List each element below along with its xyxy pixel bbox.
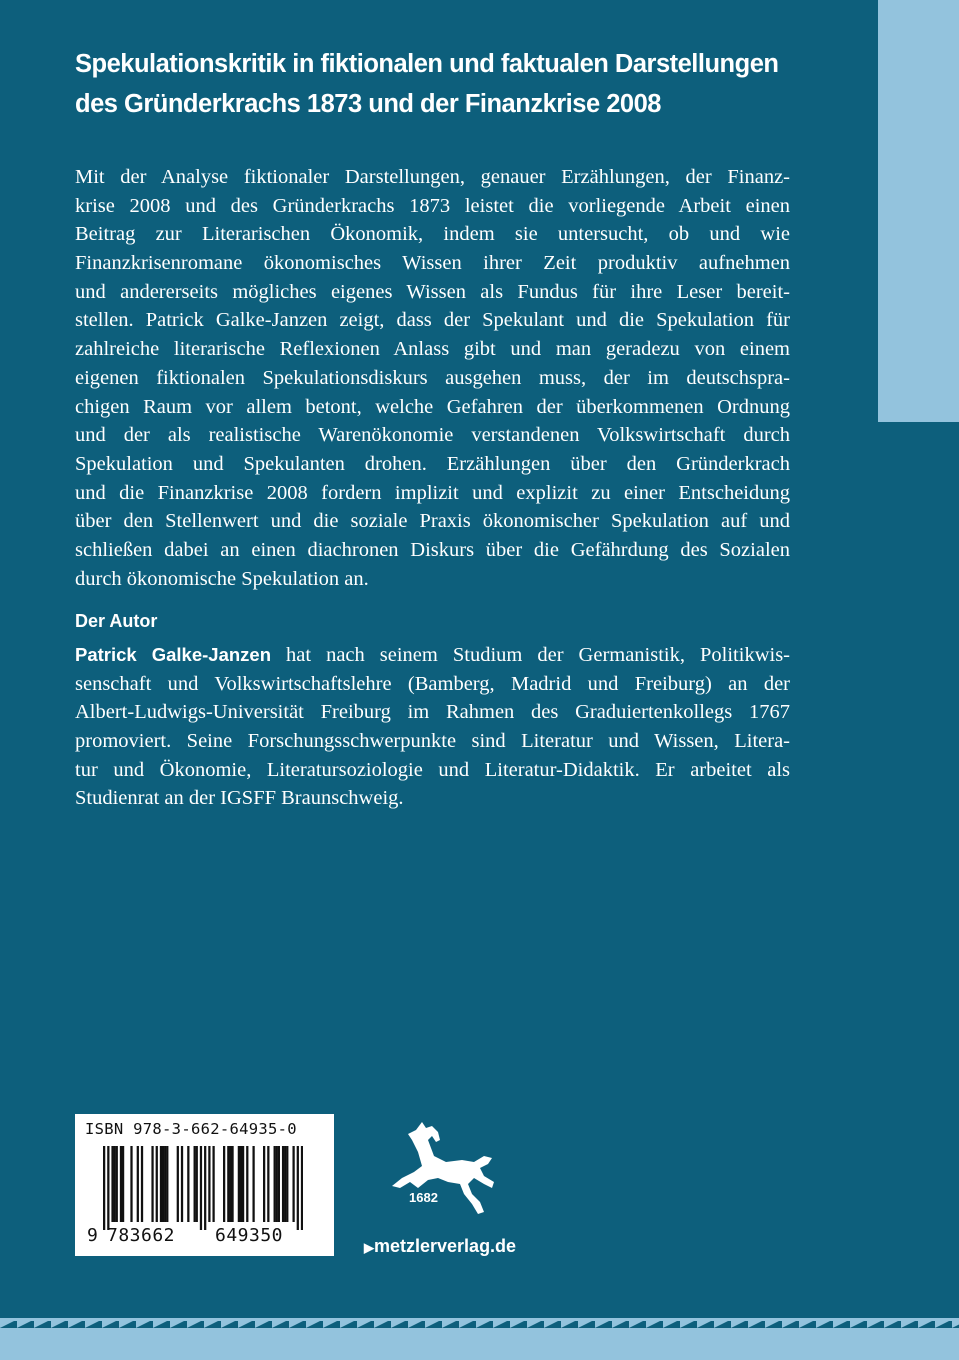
zigzag-tooth — [952, 1321, 959, 1328]
zigzag-tooth — [255, 1321, 272, 1328]
zigzag-tooth — [357, 1321, 374, 1328]
zigzag-tooth — [867, 1321, 884, 1328]
zigzag-tooth — [782, 1321, 799, 1328]
barcode-bar — [204, 1146, 206, 1230]
barcode-bar — [282, 1146, 284, 1222]
zigzag-tooth — [697, 1321, 714, 1328]
zigzag-tooth — [0, 1321, 17, 1328]
barcode-bar — [223, 1146, 225, 1222]
blurb-line: durch ökonomische Spekulation an. — [75, 567, 369, 590]
author-bio-line: Albert-Ludwigs-Universität Freiburg im Rahmen des Graduiertenkollegs 1767 — [75, 701, 790, 724]
barcode-bar — [284, 1146, 286, 1222]
blurb-line: über den Stellenwert und die soziale Praxis ökonomischer Spekulation auf und — [75, 510, 790, 533]
blurb-line: Beitrag zur Literarischen Ökonomik, indem sie untersucht, ob und wie — [75, 223, 790, 246]
barcode-bar — [122, 1146, 124, 1222]
zigzag-tooth — [323, 1321, 340, 1328]
barcode-bar — [297, 1146, 299, 1230]
zigzag-tooth — [170, 1321, 187, 1328]
author-bio — [75, 641, 790, 813]
zigzag-tooth — [68, 1321, 85, 1328]
barcode-bar — [160, 1146, 162, 1222]
barcode-bar — [194, 1146, 196, 1222]
zigzag-tooth — [731, 1321, 748, 1328]
barcode-bar — [141, 1146, 143, 1222]
zigzag-tooth — [493, 1321, 510, 1328]
blurb-line: und andererseits mögliches eigenes Wissen als Fundus für ihre Leser bereit- — [75, 280, 790, 303]
barcode-bar — [292, 1146, 294, 1222]
barcode-bar — [137, 1146, 139, 1222]
zigzag-tooth — [765, 1321, 782, 1328]
isbn-barcode — [75, 1114, 334, 1256]
barcode-bar — [162, 1146, 164, 1222]
zigzag-tooth — [51, 1321, 68, 1328]
barcode-bar — [240, 1146, 242, 1222]
title-line: des Gründerkrachs 1873 und der Finanzkrise 2008 — [75, 90, 661, 118]
barcode-bar — [278, 1146, 280, 1222]
blurb-line: und die Finanzkrise 2008 fordern implizit und explizit zu einer Entscheidung — [75, 481, 790, 504]
author-bio-line — [75, 641, 790, 670]
barcode-bar — [166, 1146, 168, 1222]
barcode-bar — [274, 1146, 276, 1222]
publisher-url-text: metzlerverlag.de — [374, 1236, 517, 1256]
ean-first-digit: 9 — [87, 1225, 98, 1246]
barcode-bar — [116, 1146, 118, 1222]
zigzag-tooth — [714, 1321, 731, 1328]
blurb-line: zahlreiche literarische Reflexionen Anlass gibt und man geradezu von einem — [75, 338, 790, 361]
zigzag-tooth — [102, 1321, 119, 1328]
zigzag-tooth — [816, 1321, 833, 1328]
ean-right-digits: 649350 — [215, 1225, 284, 1246]
blurb-line: Finanzkrisenromane ökonomisches Wissen ihrer Zeit produktiv aufnehmen — [75, 252, 790, 275]
barcode-bar — [200, 1146, 202, 1230]
barcode-bar — [276, 1146, 278, 1222]
zigzag-tooth — [629, 1321, 646, 1328]
author-bio-line: senschaft und Volkswirtschaftslehre (Bamberg, Madrid und Freiburg) an der — [75, 672, 790, 695]
barcode-bar — [227, 1146, 229, 1222]
zigzag-tooth — [527, 1321, 544, 1328]
barcode-bar — [120, 1146, 122, 1222]
zigzag-tooth — [918, 1321, 935, 1328]
barcode-bar — [177, 1146, 179, 1222]
logo-year: 1682 — [409, 1190, 438, 1205]
zigzag-tooth — [408, 1321, 425, 1328]
zigzag-tooth — [680, 1321, 697, 1328]
barcode-bar — [208, 1146, 210, 1222]
barcode-bar — [252, 1146, 254, 1222]
author-bio-line: tur und Ökonomie, Literatursoziologie und Literatur-Didaktik. Er arbeitet als — [75, 758, 790, 781]
zigzag-tooth — [901, 1321, 918, 1328]
blurb-line: eigenen fiktionalen Spekulationsdiskurs ausgehen muss, der im deutschspra- — [75, 366, 790, 389]
side-accent-bar — [878, 0, 959, 422]
zigzag-tooth — [289, 1321, 306, 1328]
zigzag-tooth — [34, 1321, 51, 1328]
zigzag-tooth — [187, 1321, 204, 1328]
barcode-bar — [263, 1146, 265, 1222]
blurb-line: Mit der Analyse fiktionaler Darstellungen, genauer Erzählungen, der Finanz- — [75, 166, 790, 188]
ean-left-digits: 783662 — [107, 1225, 176, 1246]
bottom-pattern-band — [0, 1318, 959, 1360]
zigzag-tooth — [85, 1321, 102, 1328]
blurb-line: schließen dabei an einen diachronen Diskurs über die Gefährdung des Sozialen — [75, 538, 790, 561]
barcode-bar — [196, 1146, 198, 1222]
horse-logo-icon — [388, 1118, 498, 1227]
author-bio-line: promoviert. Seine Forschungsschwerpunkte sind Literatur und Wissen, Litera- — [75, 730, 790, 753]
zigzag-tooth — [884, 1321, 901, 1328]
zigzag-tooth — [476, 1321, 493, 1328]
zigzag-tooth — [340, 1321, 357, 1328]
zigzag-tooth — [425, 1321, 442, 1328]
zigzag-tooth — [935, 1321, 952, 1328]
barcode-bar — [238, 1146, 240, 1222]
zigzag-tooth — [238, 1321, 255, 1328]
blurb-line: und der als realistische Warenökonomie verstandenen Volkswirtschaft durch — [75, 424, 790, 447]
zigzag-tooth — [221, 1321, 238, 1328]
barcode-bar — [151, 1146, 153, 1222]
title-line: Spekulationskritik in fiktionalen und faktualen Darstellungen — [75, 50, 779, 78]
zigzag-tooth — [17, 1321, 34, 1328]
book-title — [75, 44, 865, 124]
blurb-paragraph — [75, 163, 790, 593]
barcode-bar — [231, 1146, 233, 1222]
barcode-bar — [229, 1146, 231, 1222]
barcode-bar — [246, 1146, 248, 1222]
blurb-line: stellen. Patrick Galke-Janzen zeigt, dass der Spekulant und die Spekulation für — [75, 309, 790, 332]
barcode-bar — [212, 1146, 214, 1222]
barcode-bar — [187, 1146, 189, 1222]
barcode-bar — [301, 1146, 303, 1230]
zigzag-tooth — [272, 1321, 289, 1328]
zigzag-tooth — [561, 1321, 578, 1328]
zigzag-tooth — [850, 1321, 867, 1328]
zigzag-tooth — [119, 1321, 136, 1328]
zigzag-tooth — [459, 1321, 476, 1328]
barcode-bar — [242, 1146, 244, 1222]
play-arrow-icon: ▶ — [364, 1240, 374, 1255]
zigzag-tooth — [136, 1321, 153, 1328]
zigzag-tooth — [646, 1321, 663, 1328]
barcode-bar — [114, 1146, 116, 1222]
zigzag-tooth — [442, 1321, 459, 1328]
zigzag-tooth — [578, 1321, 595, 1328]
barcode-bar — [103, 1146, 105, 1230]
zigzag-tooth — [612, 1321, 629, 1328]
barcode-bar — [111, 1146, 113, 1222]
blurb-line: krise 2008 und des Gründerkrachs 1873 leistet die vorliegende Arbeit einen — [75, 194, 790, 217]
publisher-url[interactable] — [364, 1236, 516, 1257]
author-name: Patrick Galke-Janzen — [75, 644, 272, 665]
barcode-bar — [181, 1146, 183, 1222]
blurb-line: Spekulation und Spekulanten drohen. Erzählungen über den Gründerkrach — [75, 452, 790, 475]
zigzag-tooth — [748, 1321, 765, 1328]
barcode-bar — [164, 1146, 166, 1222]
barcode-bar — [156, 1146, 158, 1222]
zigzag-tooth — [799, 1321, 816, 1328]
zigzag-tooth — [510, 1321, 527, 1328]
zigzag-pattern — [0, 1318, 959, 1360]
zigzag-tooth — [153, 1321, 170, 1328]
barcode-bar — [267, 1146, 269, 1222]
author-bio-first-line: hat nach seinem Studium der Germanistik, Politikwis- — [271, 644, 790, 666]
zigzag-tooth — [306, 1321, 323, 1328]
zigzag-tooth — [374, 1321, 391, 1328]
author-bio-line: Studienrat an der IGSFF Braunschweig. — [75, 787, 404, 810]
zigzag-tooth — [595, 1321, 612, 1328]
zigzag-tooth — [833, 1321, 850, 1328]
barcode-bar — [130, 1146, 132, 1222]
barcode-bar — [286, 1146, 288, 1222]
author-heading: Der Autor — [75, 611, 158, 631]
blurb-line: chigen Raum vor allem betont, welche Gefahren der überkommenen Ordnung — [75, 395, 790, 418]
zigzag-tooth — [544, 1321, 561, 1328]
barcode-bars — [103, 1146, 303, 1232]
zigzag-tooth — [204, 1321, 221, 1328]
zigzag-tooth — [391, 1321, 408, 1328]
isbn-label: ISBN 978-3-662-64935-0 — [85, 1120, 297, 1138]
barcode-bar — [107, 1146, 109, 1230]
zigzag-tooth — [663, 1321, 680, 1328]
